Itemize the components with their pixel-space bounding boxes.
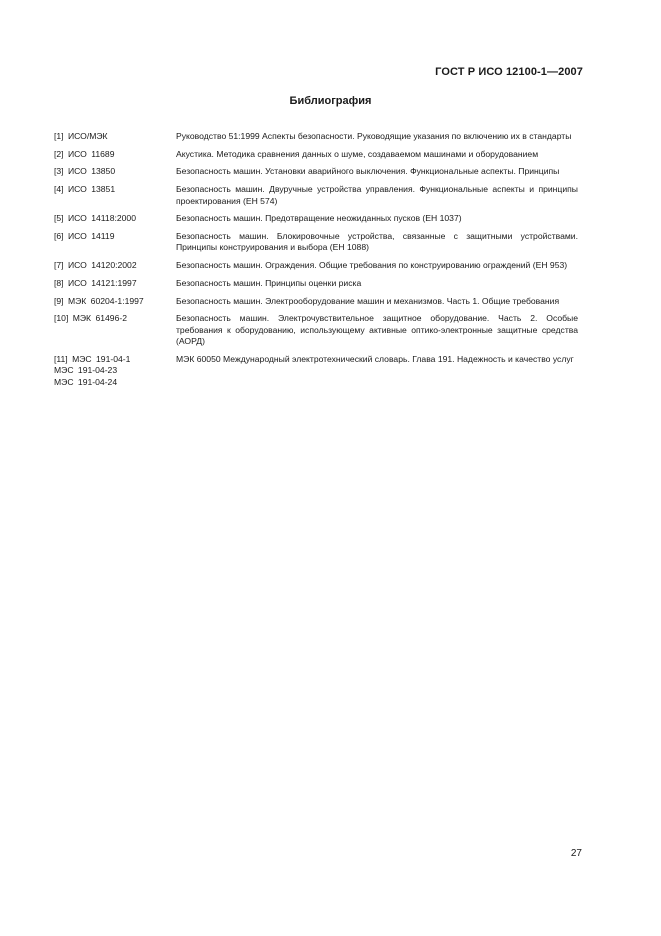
document-header-code: ГОСТ Р ИСО 12100-1—2007 bbox=[435, 66, 583, 78]
bibliography-text: Безопасность машин. Двуручные устройства управления. Функциональные аспекты и принципы проектирования (ЕН 574) bbox=[176, 184, 578, 206]
bibliography-ref: [4] ИСО 13851 bbox=[54, 184, 116, 195]
bibliography-entry bbox=[54, 184, 578, 207]
bibliography-text: Безопасность машин. Ограждения. Общие требования по конструированию ограждений (ЕН 953) bbox=[176, 260, 568, 271]
bibliography-ref: [11] МЭС 191-04-1 МЭС 191-04-23 МЭС 191-04-24 bbox=[54, 353, 131, 387]
bibliography-text: Безопасность машин. Электрочувствительное защитное оборудование. Часть 2. Особые требования к оборудованию, использующему активные оптико-электронные защитные средства (АОРД) bbox=[176, 313, 578, 347]
bibliography-entry bbox=[54, 149, 578, 161]
bibliography-ref: [2] ИСО 11689 bbox=[54, 148, 115, 159]
bibliography-ref: [6] ИСО 14119 bbox=[54, 230, 115, 241]
bibliography-ref: [3] ИСО 13850 bbox=[54, 166, 116, 177]
bibliography-text: Безопасность машин. Установки аварийного выключения. Функциональные аспекты. Принципы bbox=[176, 166, 560, 177]
bibliography-entry bbox=[54, 296, 578, 308]
bibliography-ref: [9] МЭК 60204-1:1997 bbox=[54, 295, 144, 306]
bibliography-text: Акустика. Методика сравнения данных о шуме, создаваемом машинами и оборудованием bbox=[176, 148, 539, 159]
bibliography-entry bbox=[54, 313, 578, 348]
bibliography-entry bbox=[54, 166, 578, 178]
bibliography-text: МЭК 60050 Международный электротехнический словарь. Глава 191. Надежность и качество услуг bbox=[176, 353, 574, 364]
bibliography-entry bbox=[54, 354, 578, 389]
bibliography-text: Безопасность машин. Блокировочные устройства, связанные с защитными устройствами. Принципы конструирования и выбора (ЕН 1088) bbox=[176, 230, 578, 253]
bibliography-entry bbox=[54, 131, 578, 143]
bibliography-ref: [5] ИСО 14118:2000 bbox=[54, 213, 136, 224]
bibliography-list bbox=[54, 131, 578, 395]
bibliography-text: Безопасность машин. Принципы оценки риска bbox=[176, 277, 362, 288]
page-number: 27 bbox=[570, 848, 582, 859]
bibliography-ref: [7] ИСО 14120:2002 bbox=[54, 260, 137, 271]
bibliography-text: Руководство 51:1999 Аспекты безопасности. Руководящие указания по включению их в стандарты bbox=[176, 131, 572, 141]
bibliography-entry bbox=[54, 231, 578, 254]
bibliography-entry bbox=[54, 213, 578, 225]
bibliography-ref: [1] ИСО/МЭК bbox=[54, 131, 108, 141]
bibliography-text: Безопасность машин. Электрооборудование машин и механизмов. Часть 1. Общие требования bbox=[176, 295, 560, 306]
bibliography-title: Библиография bbox=[289, 95, 372, 107]
bibliography-ref: [10] МЭК 61496-2 bbox=[54, 313, 127, 324]
bibliography-entry bbox=[54, 260, 578, 272]
bibliography-entry bbox=[54, 278, 578, 290]
bibliography-ref: [8] ИСО 14121:1997 bbox=[54, 277, 137, 288]
bibliography-text: Безопасность машин. Предотвращение неожиданных пусков (ЕН 1037) bbox=[176, 213, 462, 224]
